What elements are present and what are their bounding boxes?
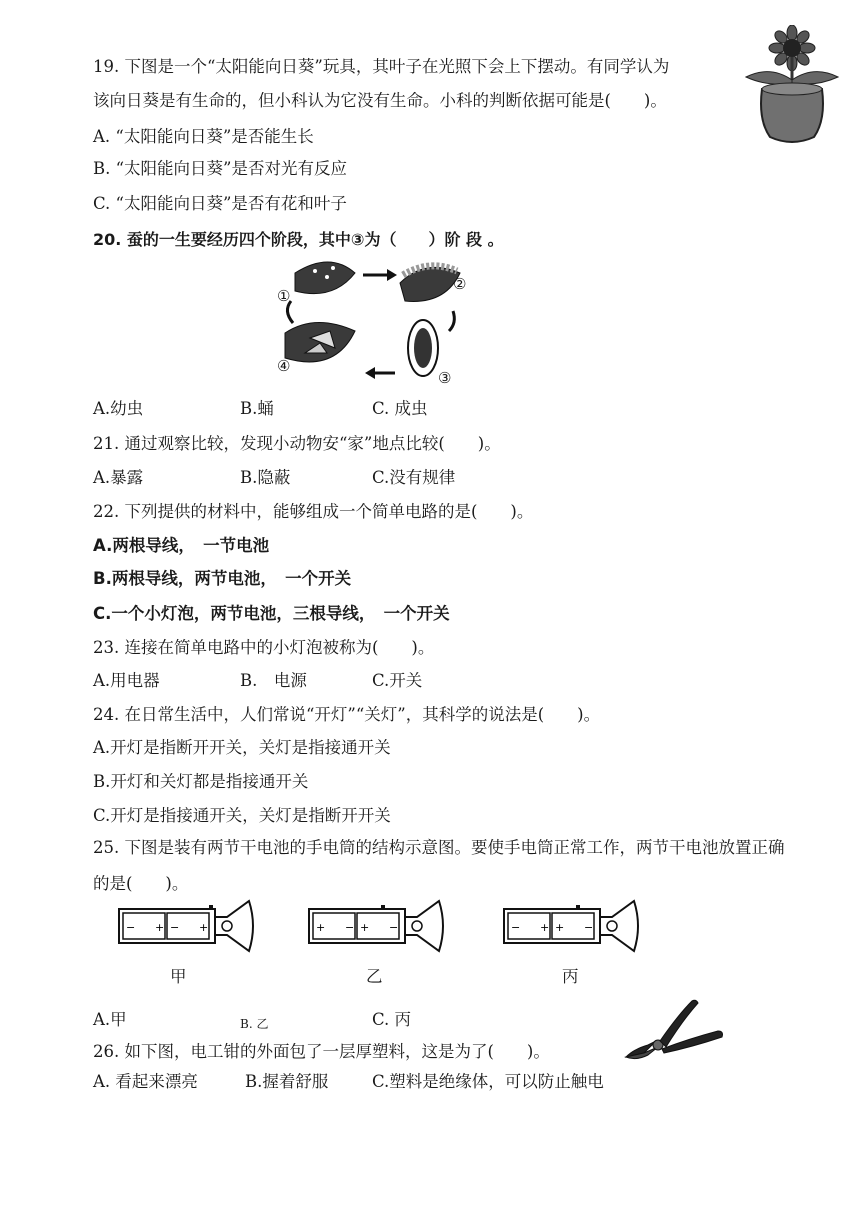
q26-stem: 26. 如下图，电工钳的外面包了一层厚塑料，这是为了( )。 [93,1042,550,1061]
q21-option-a: A.暴露 [93,468,144,487]
q19-option-c: C. “太阳能向日葵”是否有花和叶子 [93,194,347,213]
q24-option-a: A.开灯是指断开开关，关灯是指接通开关 [93,738,391,757]
svg-text:+: + [555,921,565,934]
q20-option-b: B.蛹 [240,399,274,418]
q19-stem-line2: 该向日葵是有生命的，但小科认为它没有生命。小科的判断依据可能是( )。 [93,91,667,110]
q22-option-b: B.两根导线，两节电池， 一个开关 [93,569,352,588]
q19-option-b: B. “太阳能向日葵”是否对光有反应 [93,159,347,178]
q26-option-c: C.塑料是绝缘体，可以防止触电 [372,1072,604,1091]
q25-stem-line1: 25. 下图是装有两节干电池的手电筒的结构示意图。要使手电筒正常工作，两节干电池放置正确 [93,838,785,857]
q25-option-c: C. 丙 [372,1010,412,1029]
q20-option-a: A.幼虫 [93,399,144,418]
q22-option-a: A.两根导线， 一节电池 [93,536,270,555]
pliers-image [618,995,728,1070]
lifecycle-label-3: ③ [438,369,452,387]
sunflower-toy-image [740,25,840,145]
svg-text:+: + [199,921,209,934]
q24-option-b: B.开灯和关灯都是指接通开关 [93,772,309,791]
svg-text:−: − [345,921,355,934]
lifecycle-label-4: ④ [277,357,291,375]
q25-stem-line2: 的是( )。 [93,874,189,893]
q25-option-b: B. 乙 [240,1017,269,1031]
q25-option-a: A.甲 [93,1010,127,1029]
svg-text:−: − [584,921,594,934]
flashlight-yi-diagram [305,895,445,957]
q23-option-a: A.用电器 [93,671,160,690]
q21-option-c: C.没有规律 [372,468,456,487]
flashlight-caption-jia: 甲 [170,967,187,986]
q23-option-c: C.开关 [372,671,423,690]
svg-text:+: + [316,921,326,934]
svg-text:−: − [389,921,399,934]
q21-option-b: B.隐蔽 [240,468,291,487]
svg-text:+: + [360,921,370,934]
flashlight-caption-bing: 丙 [562,967,579,986]
flashlight-bing-diagram [500,895,640,957]
q24-option-c: C.开灯是指接通开关，关灯是指断开开关 [93,806,391,825]
q23-option-b: B. 电源 [240,671,307,690]
q26-option-a: A. 看起来漂亮 [93,1072,198,1091]
q20-stem: 20. 蚕的一生要经历四个阶段，其中③为（ ）阶 段 。 [93,230,504,249]
lifecycle-label-1: ① [277,287,291,305]
q19-option-a: A. “太阳能向日葵”是否能生长 [93,127,314,146]
q22-stem: 22. 下列提供的材料中，能够组成一个简单电路的是( )。 [93,502,534,521]
svg-text:−: − [170,921,180,934]
svg-text:+: + [155,921,165,934]
svg-text:−: − [511,921,521,934]
svg-text:+: + [540,921,550,934]
flashlight-jia-diagram [115,895,255,957]
q23-stem: 23. 连接在简单电路中的小灯泡被称为( )。 [93,638,435,657]
q26-option-b: B.握着舒服 [245,1072,329,1091]
q24-stem: 24. 在日常生活中，人们常说“开灯”“关灯”，其科学的说法是( )。 [93,705,601,724]
q21-stem: 21. 通过观察比较，发现小动物安“家”地点比较( )。 [93,434,501,453]
svg-text:−: − [126,921,136,934]
flashlight-caption-yi: 乙 [366,967,383,986]
q19-stem-line1: 19. 下图是一个“太阳能向日葵”玩具，其叶子在光照下会上下摆动。有同学认为 [93,57,670,76]
q22-option-c: C.一个小灯泡，两节电池，三根导线， 一个开关 [93,604,450,623]
lifecycle-label-2: ② [453,275,467,293]
q20-option-c: C. 成虫 [372,399,428,418]
